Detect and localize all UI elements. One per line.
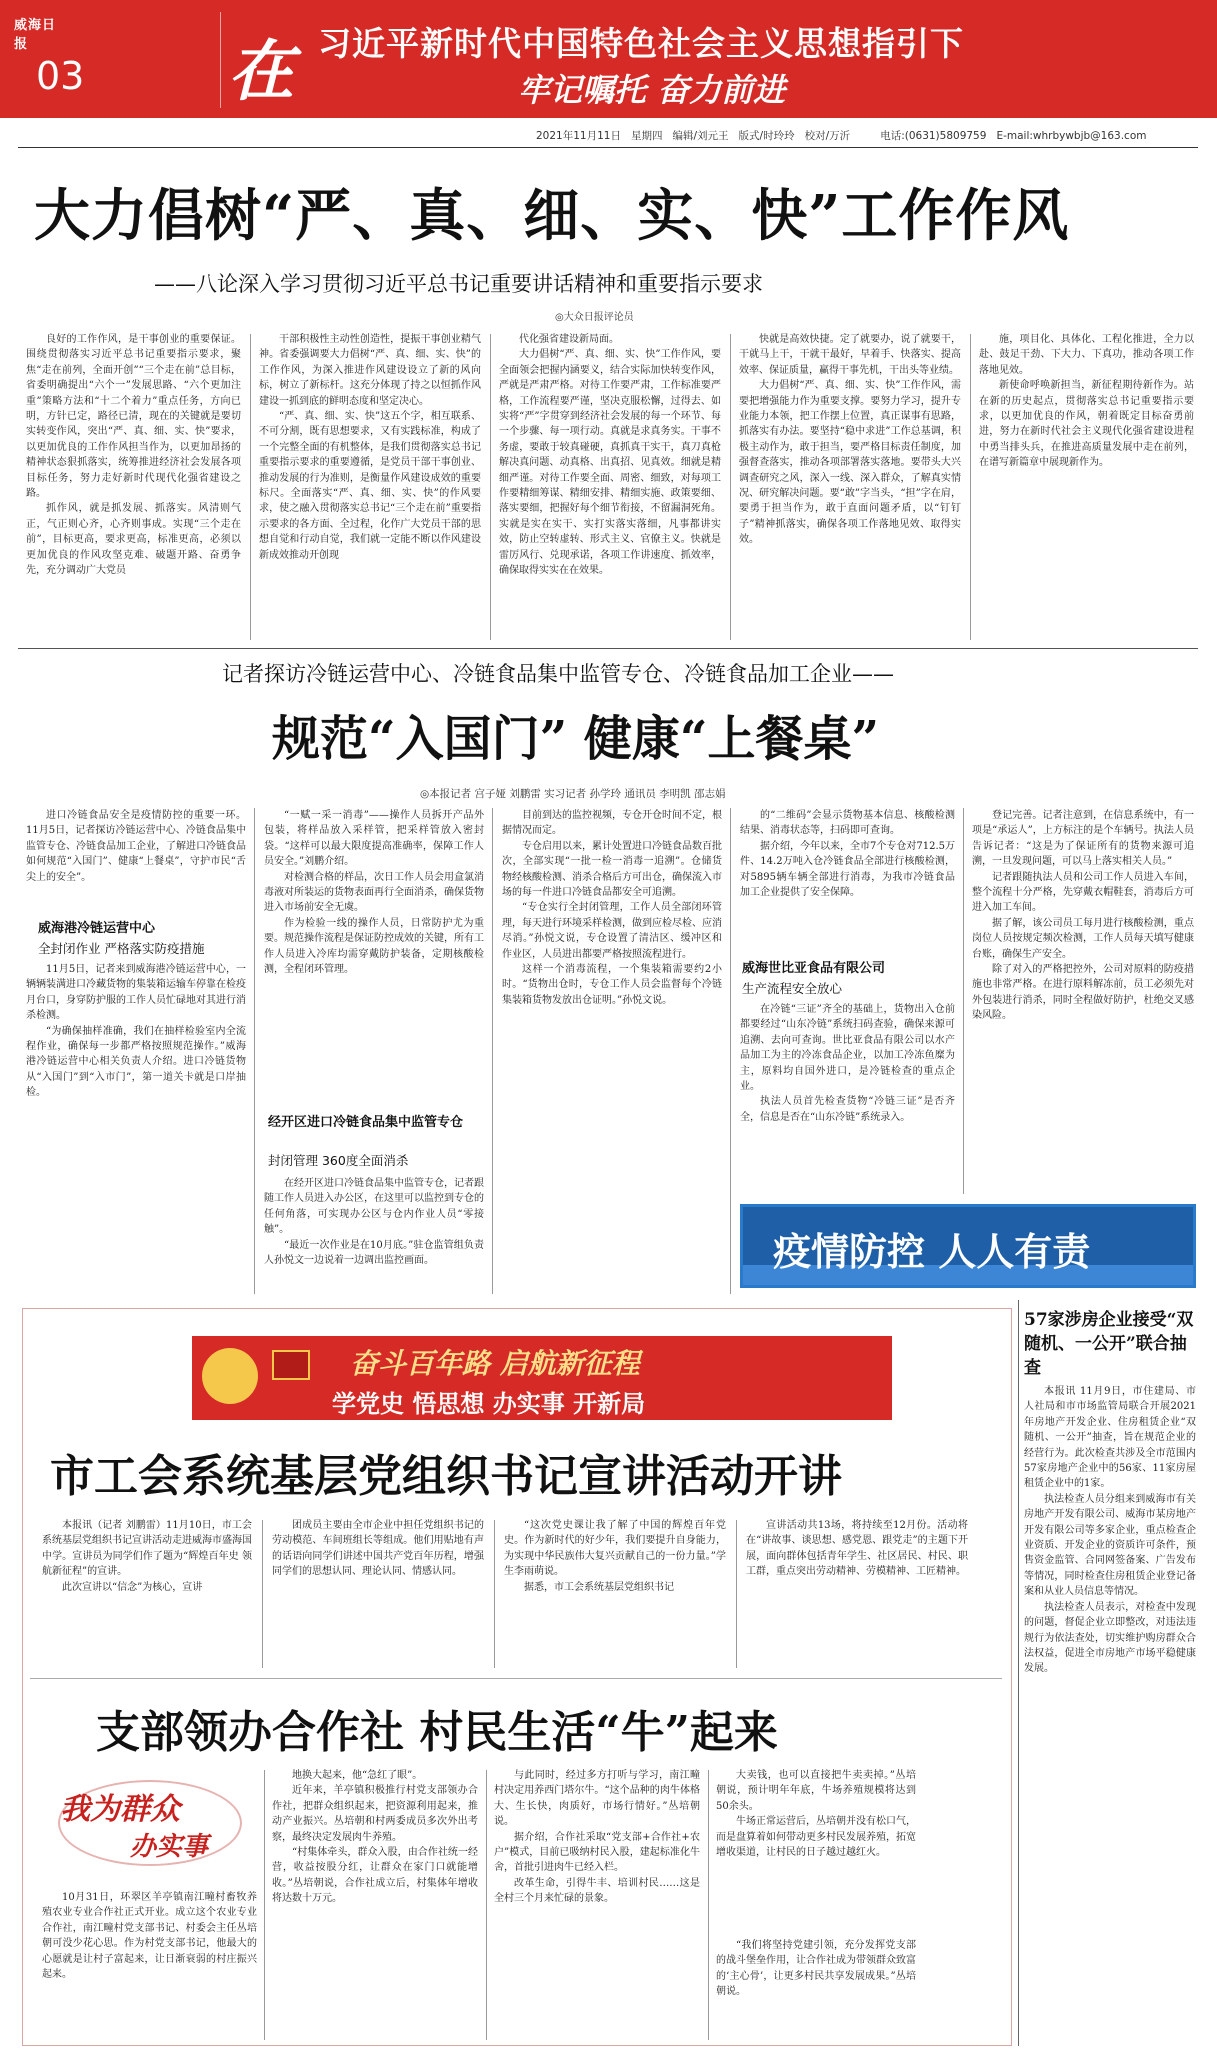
article4-text: 牛场正常运营后，丛培朝并没有松口气，而是盘算着如何带动更多村民发展养殖，拓宽增收渠道，让村民的日子越过越红火。 [716, 1816, 916, 1859]
article1-column [739, 332, 961, 640]
promo-text: 疫情防控 人人有责 [773, 1230, 1091, 1274]
column-divider [490, 334, 491, 640]
article2-col5-paragraph: 记者跟随执法人员和公司工作人员进入车间，整个流程十分严格，先穿戴衣帽鞋套，消毒后方可进入加工车间。 [972, 871, 1194, 914]
article2-section3-paragraph: 执法人员首先检查货物“冷链三证”是否齐全，信息是否在“山东冷链”系统录入。 [740, 1096, 955, 1123]
party-flag-icon [272, 1350, 310, 1380]
column-divider [730, 334, 731, 640]
article2-col3-paragraph: 专仓启用以来，累计处置进口冷链食品数百批次，全部实现“一批一检一消毒一追溯”。仓储货物经核酸检测、消杀合格后方可出仓，确保流入市场的每一件进口冷链食品都安全可追溯。 [502, 840, 722, 899]
article4-column [42, 1890, 257, 2040]
page-number: 03 [36, 54, 85, 98]
article2-section2-paragraph: 在经开区进口冷链食品集中监管专仓，记者跟随工作人员进入办公区，在这里可以监控到专仓的任何角落，可实现办公区与仓内作业人员“零接触”。 [264, 1178, 484, 1236]
column-divider [494, 1520, 495, 1668]
sidebar-column [1024, 1384, 1196, 2044]
article2-section3-text [740, 1002, 955, 1194]
contact-email: E-mail:whrbywbjb@163.com [996, 130, 1147, 142]
sidebar-divider [1018, 1300, 1019, 2046]
article4-text: “村集体牵头，群众入股，由合作社统一经营，收益按股分红，让群众在家门口就能增收。”丛培朝说，合作社成立后，村集体年增收将达数十万元。 [272, 1847, 478, 1905]
article3-column [746, 1518, 968, 1668]
article1-text: 良好的工作作风，是干事创业的重要保证。围绕贯彻落实习近平总书记重要指示要求，聚焦“走在前列，全面开创”“三个走在前”总目标，省委明确提出“六个一”发展思路、“六个更加注重”策略方法和“十二个着力”重点任务，方向已明，方针已定，路径已清，现在的关键就是要切实转变作风，突出“严、真、细、实、快”要求，以更加优良的工作作风担当作为，以更加昂扬的精神状态狠抓落实，统筹推进经济社会发展各项目标任务，努力走好新时代现代化强省建设之路。 [26, 334, 241, 500]
article2-headline: 规范“入国门” 健康“上餐桌” [272, 711, 880, 767]
article2-col2-paragraph: 对检测合格的样品，次日工作人员会用盒氯消毒液对所装运的货物表面再行全面消杀，确保货物进入市场前安全无虞。 [264, 871, 484, 914]
article2-col3-paragraph: 目前到达的监控视频，专仓开仓时间不定，根据情况而定。 [502, 810, 722, 837]
article3-column [504, 1518, 726, 1668]
service-badge [48, 1776, 248, 1866]
article2-col4-paragraph: 据介绍，今年以来，全市7个专仓对712.5万件、14.2万吨入仓冷链食品全部进行核酸检测，对5895辆车辆全部进行消毒，为我市冷链食品加工企业提供了安全保障。 [740, 840, 955, 899]
issue-weekday: 星期四 [630, 130, 663, 142]
feature-banner [192, 1336, 892, 1420]
article4-text: 大卖钱，也可以直接把牛卖卖掉。”丛培朝说，预计明年年底，牛场养殖规模将达到50余头。 [716, 1770, 916, 1812]
article3-column [42, 1518, 252, 1668]
article1-column [499, 332, 721, 640]
article3-text: 本报讯（记者 刘鹏雷）11月10日，市工会系统基层党组织书记宣讲活动走进威海市盛海国中学。宣讲员为同学们作了题为“辉煌百年史 领航新征程”的宣讲。 [42, 1520, 252, 1578]
sidebar-text: 本报讯 11月9日，市住建局、市人社局和市市场监管局联合开展2021年房地产开发企业、住房租赁企业“双随机、一公开”抽查，旨在规范企业的经营行为。此次检查共涉及全市范围内57家房地产企业中的56家、11家房屋租赁企业中的1家。 [1024, 1386, 1196, 1490]
article2-section2-text [264, 1176, 484, 1294]
article4-column [494, 1768, 700, 2040]
article2-section1-text [26, 962, 246, 1294]
article4-column [716, 1938, 916, 2040]
article2-subhead-1: 威海港冷链运营中心 [38, 921, 156, 936]
sidebar-headline: 57家涉房企业接受“双随机、一公开”联合抽查 [1024, 1310, 1194, 1378]
column-divider [730, 808, 731, 1294]
article2-section1-paragraph: “为确保抽样准确，我们在抽样检验室内全流程作业，确保每一步都严格按照规范操作。”威海港冷链运营中心相关负责人介绍。进口冷链货物从“入国门”到“入市门”，第一道关卡就是口岸抽检。 [26, 1025, 246, 1099]
layout-credit: 版式/时玲玲 [738, 130, 795, 142]
article1-text: 施，项目化、具体化、工程化推进，全力以赴、鼓足干劲、下大力、下真功，推动各项工作落地见效。 [979, 334, 1194, 376]
column-divider [492, 808, 493, 1294]
issue-date: 2021年11月11日 [536, 130, 621, 142]
article4-text: 与此同时，经过多方打听与学习，南江疃村决定用养西门塔尔牛。“这个品种的肉牛体格大、生长快，肉质好，市场行情好。”丛培朝说。 [494, 1770, 700, 1828]
article3-text: 此次宣讲以“信念”为核心，宣讲 [62, 1581, 203, 1593]
article1-column [979, 332, 1194, 640]
article2-subhead-2: 经开区进口冷链食品集中监管专仓 [268, 1115, 464, 1130]
article2-section2-paragraph: “最近一次作业是在10月底。”驻仓监管组负责人孙悦文一边说着一边调出监控画面。 [264, 1239, 484, 1267]
contact-phone: 电话:(0631)5809759 [880, 130, 987, 142]
article3-text: 宣讲活动共13场，将持续至12月份。活动将在“讲故事、谈思想、感党恩、跟党走”的主题下开展，面向群体包括青年学生、社区居民、村民、职工群，重点突出劳动精神、劳模精神、工匠精神。 [746, 1520, 968, 1578]
article4-text: 据介绍，合作社采取“党支部+合作社+农户”模式，目前已吸纳村民入股，建起标准化牛舍，首批引进肉牛已经入栏。 [494, 1831, 700, 1874]
section-rule [18, 648, 1198, 649]
article2-subhead-1-sub: 全封闭作业 严格落实防疫措施 [38, 941, 205, 956]
column-divider [250, 334, 251, 640]
section-rule [30, 1678, 1002, 1679]
paper-name-logo: 威海日报 [14, 18, 57, 52]
article2-col3-paragraph: “专仓实行全封闭管理，工作人员全部闭环管理，每天进行环境采样检测，做到应检尽检、应消尽消。”孙悦文说，专仓设置了清洁区、缓冲区和作业区，人员进出都要严格按照流程进行。 [502, 902, 722, 960]
article2-column-5 [972, 808, 1194, 1194]
article1-text: 代化强省建设新局面。 [519, 334, 619, 345]
article4-text: 改革生命，引得牛丰、培训村民……这是全村三个月来忙碌的景象。 [494, 1877, 700, 1905]
masthead-banner [0, 0, 1217, 118]
article2-byline: ◎本报记者 宫子娅 刘鹏雷 实习记者 孙学玲 通讯员 李明凯 邵志娟 [420, 788, 726, 800]
badge-line-1: 我为群众 [60, 1792, 180, 1827]
column-divider [708, 1770, 709, 2040]
article4-column [716, 1768, 916, 1928]
banner-divider [220, 12, 221, 108]
banner-big-char: 在 [228, 32, 294, 110]
column-divider [736, 1520, 737, 1668]
article2-column-3 [502, 808, 722, 1294]
article2-col4-paragraph: 的“二维码”会显示货物基本信息、核酸检测结果、消毒状态等，扫码即可查询。 [740, 810, 955, 837]
article4-headline: 支部领办合作社 村民生活“牛”起来 [96, 1707, 778, 1758]
article2-intro [26, 808, 246, 906]
column-divider [963, 808, 964, 1194]
article2-section1-paragraph: 11月5日，记者来到威海港冷链运营中心，一辆辆装满进口冷藏货物的集装箱运输车停靠在检疫月台口，身穿防护服的工作人员忙碌地对其进行消杀检测。 [26, 964, 246, 1022]
article2-col2-paragraph: 作为检验一线的操作人员，日常防护尤为重要。规范操作流程是保证防控成效的关键，所有工作人员进入冷库均需穿戴防护装备，定期核酸检测，全程闭环管理。 [264, 917, 484, 976]
feature-slogan-2: 学党史 悟思想 办实事 开新局 [332, 1390, 646, 1418]
article2-column-2a [264, 808, 484, 1108]
article2-col5-paragraph: 据了解，该公司员工每月进行核酸检测，重点岗位人员按规定频次检测，工作人员每天填写健康台账，确保生产安全。 [972, 917, 1194, 960]
article3-text: 团成员主要由全市企业中担任党组织书记的劳动模范、车间班组长等组成。他们用贴地有声的话语向同学们讲述中国共产党百年历程，增强同学们的思想认同、理论认同、情感认同。 [272, 1520, 484, 1578]
article1-text: 抓作风，就是抓发展、抓落实。风清则气正，气正则心齐，心齐则事成。实现“三个走在前”，目标更高，要求更高，标准更高，必须以更加优良的作风攻坚克难、破题开路、奋勇争先，充分调动广大党员 [26, 503, 241, 577]
column-divider [970, 334, 971, 640]
article4-text: 地换大起来，他“急红了眼”。 [292, 1770, 423, 1781]
article2-section3-paragraph: 在冷链“三证”齐全的基础上，货物出入仓前都要经过“山东冷链”系统扫码查验，确保来源可追溯、去向可查询。世比亚食品有限公司以水产品加工为主的冷冻食品企业，以加工冷冻鱼糜为主，原料均自国外进口，是冷链检查的重点企业。 [740, 1004, 955, 1093]
dateline-rule [18, 147, 1198, 148]
feature-slogan-1: 奋斗百年路 启航新征程 [350, 1347, 640, 1380]
article4-text: 10月31日，环翠区羊亭镇南江疃村畜牧养殖农业专业合作社正式开业。成立这个农业专业合作社，南江疃村党支部书记、村委会主任丛培朝可没少花心思。作为村党支部书记，他最大的心愿就是让村子富起来，让日渐衰弱的村庄振兴起来。 [42, 1892, 257, 1981]
article3-text: “这次党史课让我了解了中国的辉煌百年党史。作为新时代的好少年，我们要提升自身能力，为实现中华民族伟大复兴贡献自己的一份力量。”学生李雨萌说。 [504, 1520, 726, 1578]
article1-subhead: ——八论深入学习贯彻习近平总书记重要讲话精神和重要指示要求 [154, 272, 763, 296]
column-divider [254, 808, 255, 1294]
badge-line-2: 办实事 [130, 1832, 209, 1862]
article4-column [272, 1768, 478, 2040]
article3-text: 据悉，市工会系统基层党组织书记 [524, 1581, 674, 1593]
article1-text: 干部积极性主动性创造性，提振干事创业精气神。省委强调要大力倡树“严、真、细、实、快”的工作作风，为深入推进作风建设设立了新的风向标，树立了新标杆。这充分体现了持之以恒抓作风建设一抓到底的鲜明态度和坚定决心。 [259, 334, 481, 407]
article1-text: 大力倡树“严、真、细、实、快”工作作风，需要把增强能力作为重要支撑。要努力学习，提升专业能力本领，把工作摆上位置，真正谋事有思路，抓落实有办法。要坚持“稳中求进”工作总基调，积极主动作为，敢于担当，要严格目标责任制度，加强督查落实，推动各项部署落实落地。要带头大兴调查研究之风，深入一线、深入群众，了解真实情况、研究解决问题。要“敢”字当头，“担”字在肩，要勇于担当作为，敢于直面问题矛盾，以“钉钉子”精神抓落实，确保各项工作落地见效、取得实效。 [739, 380, 961, 546]
article3-column [272, 1518, 484, 1668]
proof-credit: 校对/万沂 [804, 130, 851, 142]
banner-title-line2: 牢记嘱托 奋力前进 [518, 71, 786, 109]
centenary-emblem [202, 1348, 258, 1404]
column-divider [264, 1770, 265, 2040]
article3-headline: 市工会系统基层党组织书记宣讲活动开讲 [50, 1451, 842, 1502]
column-divider [486, 1770, 487, 2040]
banner-title-line1: 习近平新时代中国特色社会主义思想指引下 [318, 24, 964, 63]
editor-credit: 编辑/刘元王 [672, 130, 729, 142]
article2-col5-paragraph: 除了对入的严格把控外，公司对原料的防疫措施也非常严格。在进行原料解冻前，员工必须先对外包装进行消杀，同时全程做好防护，杜绝交叉感染风险。 [972, 964, 1194, 1022]
column-divider [262, 1520, 263, 1668]
article2-col3-paragraph: 这样一个消毒流程，一个集装箱需要约2小时。“货物出仓时，专仓工作人员会监督每个冷链集装箱货物发放出仓证明。”孙悦文说。 [502, 964, 722, 1006]
article2-column-4a [740, 808, 955, 954]
article2-kicker: 记者探访冷链运营中心、冷链食品集中监管专仓、冷链食品加工企业—— [222, 662, 894, 686]
article1-text: 大力倡树“严、真、细、实、快”工作作风，要全面领会把握内涵要义，结合实际加快转变作风，严就是严肃严格。对待工作要严肃，工作标准要严格，工作流程要严谨，坚决克服松懈，过得去、如实将“严”字贯穿到经济社会发展的每一个环节、每一个步骤、每一项行动。真就是求真务实。干事不务虚，要敢于较真碰硬，真抓真干实干，真刀真枪解决真问题、动真格、出真招、见真效。细就是精细严谨。对待工作要全面、周密、细致，对每项工作要精细筹谋、精细安排、精细实施、政策要细、落实要细，把握好每个细节衔接，不留漏洞死角。实就是实在实干、实打实落实落细，凡事都讲实效，防止空转虚转、形式主义、官僚主义。快就是雷厉风行、兑现承诺，各项工作讲速度、抓效率，确保取得实实在在效果。 [499, 349, 721, 577]
article1-column [259, 332, 481, 640]
sidebar-text: 执法检查人员分组来到威海市有关房地产开发有限公司、威海市某房地产开发有限公司等多家企业，重点检查企业资质、开发企业的资质许可条件，预售资金监管、合同网签备案、广告发布等情况，同时检查住房租赁企业登记备案和从业人员信息等情况。 [1024, 1493, 1196, 1598]
sidebar-text: 执法检查人员表示，对检查中发现的问题，督促企业立即整改，对违法违规行为依法查处，切实维护购房群众合法权益，促进全市房地产市场平稳健康发展。 [1024, 1601, 1196, 1675]
article1-column [26, 332, 241, 640]
article2-subhead-3: 威海世比亚食品有限公司 [742, 961, 886, 976]
article2-intro-text: 进口冷链食品安全是疫情防控的重要一环。11月5日，记者探访冷链运营中心、冷链食品集中监管专仓、冷链食品加工企业，了解进口冷链食品如何规范“入国门”、健康“上餐桌”，守护市民“舌尖上的安全”。 [26, 810, 246, 883]
dateline [536, 128, 1196, 143]
article1-text: 快就是高效快捷。定了就要办，说了就要干，干就马上干，干就干最好，早着手、快落实、提高效率、保证质量，赢得干事先机，干出头等业绩。 [739, 334, 961, 376]
article4-text: 近年来，羊亭镇积极推行村党支部领办合作社，把群众组织起来，把资源利用起来，推动产业振兴。丛培朝和村两委成员多次外出考察，最终决定发展肉牛养殖。 [272, 1785, 478, 1843]
article2-col5-paragraph: 登记完善。记者注意到，在信息系统中，有一项是“承运人”，上方标注的是个车辆号。执法人员告诉记者：“这是为了保证所有的货物来源可追溯，一旦发现问题，可以马上落实相关人员。” [972, 810, 1194, 868]
article1-byline: ◎大众日报评论员 [555, 312, 634, 323]
article1-text: “严、真、细、实、快”这五个字，相互联系、不可分割，既有思想要求，又有实践标准，构成了一个完整全面的有机整体，是我们贯彻落实总书记重要指示要求的重要遵循，是党员干部干事创业、推动发展的行为准则，是衡量作风建设成效的重要标尺。全面落实“严、真、细、实、快”的作风要求，使之融入贯彻落实总书记“三个走在前”重要指示要求的各方面、全过程，化作广大党员干部的思想自觉和行动自觉，我们就一定能不断以作风建设新成效推动开创现 [259, 411, 481, 561]
article2-col2-paragraph: “一赋一采一消毒”——操作人员拆开产品外包装，将样品放入采样管，把采样管放入密封袋。“这样可以最大限度提高准确率，保障工作人员安全。”刘鹏介绍。 [264, 810, 484, 868]
article2-subhead-3-sub: 生产流程安全放心 [742, 981, 843, 996]
article1-text: 新使命呼唤新担当，新征程期待新作为。站在新的历史起点，贯彻落实总书记重要指示要求，以更加优良的作风，朝着既定目标奋勇前进，努力在新时代社会主义现代化强省建设进程中勇当排头兵，在推进高质量发展中走在前列，在谱写新篇章中展现新作为。 [979, 380, 1194, 469]
article1-headline: 大力倡树“严、真、细、实、快”工作作风 [34, 183, 1070, 249]
article2-subhead-2-sub: 封闭管理 360度全面消杀 [268, 1153, 409, 1168]
article4-text: “我们将坚持党建引领，充分发挥党支部的战斗堡垒作用，让合作社成为带领群众致富的‘主心骨’，让更多村民共享发展成果。”丛培朝说。 [716, 1940, 916, 1998]
epidemic-promo-box [740, 1204, 1196, 1288]
